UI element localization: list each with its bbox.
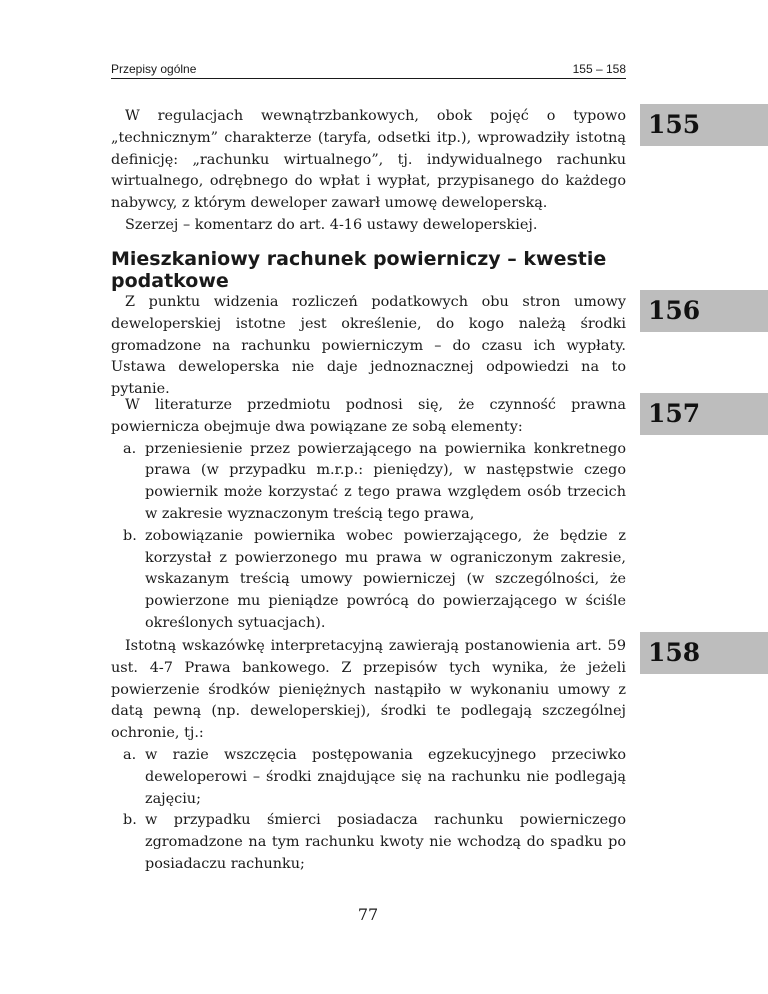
- margin-number-156-label: 156: [648, 296, 701, 325]
- margin-number-158-label: 158: [648, 638, 701, 667]
- paragraph-158-intro: Istotną wskazówkę interpretacyjną zawierają postanowienia art. 59 ust. 4-7 Prawa bankowego. Z przepisów tych wynika, że jeżeli powierzenie środków pieniężnych nastąpiło w wykonaniu umowy z datą pewną (np. deweloperskiej), środki te podlegają szczególnej ochronie, tj.:: [111, 638, 626, 742]
- list-marker: b.: [123, 812, 137, 829]
- paragraph-158: [111, 636, 626, 876]
- paragraph-155-reference: Szerzej – komentarz do art. 4-16 ustawy deweloperskiej.: [125, 216, 538, 233]
- list-item: [111, 745, 626, 810]
- paragraph-157: [111, 395, 626, 635]
- margin-number-155-label: 155: [648, 110, 701, 139]
- margin-number-156: [640, 290, 768, 332]
- list-item-text: w przypadku śmierci posiadacza rachunku powierniczego zgromadzone na tym rachunku kwoty nie wchodzą do spadku po posiadaczu rachunku;: [145, 812, 626, 872]
- margin-number-155: [640, 104, 768, 146]
- list-item-text: zobowiązanie powiernika wobec powierzającego, że będzie z korzystał z powierzonego mu prawa w ograniczonym zakresie, wskazanym treścią umowy powierniczej (w szczególności, że powierzone mu pieniądze powrócą do powierzającego w ściśle określonych sytuacjach).: [145, 527, 626, 631]
- margin-number-158: [640, 632, 768, 674]
- margin-number-157: [640, 393, 768, 435]
- list-item: [111, 526, 626, 635]
- paragraph-156-text: Z punktu widzenia rozliczeń podatkowych obu stron umowy deweloperskiej istotne jest określenie, do kogo należą środki gromadzone na rachunku powierniczym – do czasu ich wypłaty. Ustawa deweloperska nie daje jednoznacznej odpowiedzi na to pytanie.: [111, 294, 626, 398]
- list-item: [111, 439, 626, 526]
- list-item-text: w razie wszczęcia postępowania egzekucyjnego przeciwko deweloperowi – środki znajdujące się na rachunku nie podlegają zajęciu;: [145, 746, 626, 807]
- paragraph-157-list: [111, 439, 626, 635]
- page-number: 77: [357, 905, 379, 924]
- section-heading: Mieszkaniowy rachunek powierniczy – kwestie podatkowe: [111, 248, 607, 292]
- paragraph-155: [111, 106, 626, 237]
- list-marker: b.: [123, 527, 137, 544]
- header-rule: [111, 78, 626, 79]
- header-margin-range: 155 – 158: [572, 62, 626, 76]
- paragraph-156: [111, 292, 626, 401]
- list-item: [111, 810, 626, 875]
- list-item-text: przeniesienie przez powierzającego na powiernika konkretnego prawa (w przypadku m.r.p.: pieniędzy), w następstwie czego powiernik może korzystać z tego prawa względem osób trzecich w zakresie wyznaczonym treścią tego prawa,: [145, 440, 626, 522]
- paragraph-155-text: W regulacjach wewnątrzbankowych, obok pojęć o typowo „technicznym” charakterze (taryfa, odsetki itp.), wprowadziły istotną definicję: „rachunku wirtualnego”, tj. indywidualnego rachunku wirtualnego, odrębnego do wpłat i wypłat, przypisanego do każdego nabywcy, z którym deweloper zawarł umowę deweloperską.: [111, 108, 626, 212]
- paragraph-158-list: [111, 745, 626, 876]
- header-section-title: Przepisy ogólne: [111, 62, 197, 76]
- list-marker: a.: [123, 746, 137, 763]
- paragraph-157-intro: W literaturze przedmiotu podnosi się, że czynność prawna powiernicza obejmuje dwa powiązane ze sobą elementy:: [111, 397, 626, 435]
- margin-number-157-label: 157: [648, 399, 701, 428]
- list-marker: a.: [123, 440, 137, 457]
